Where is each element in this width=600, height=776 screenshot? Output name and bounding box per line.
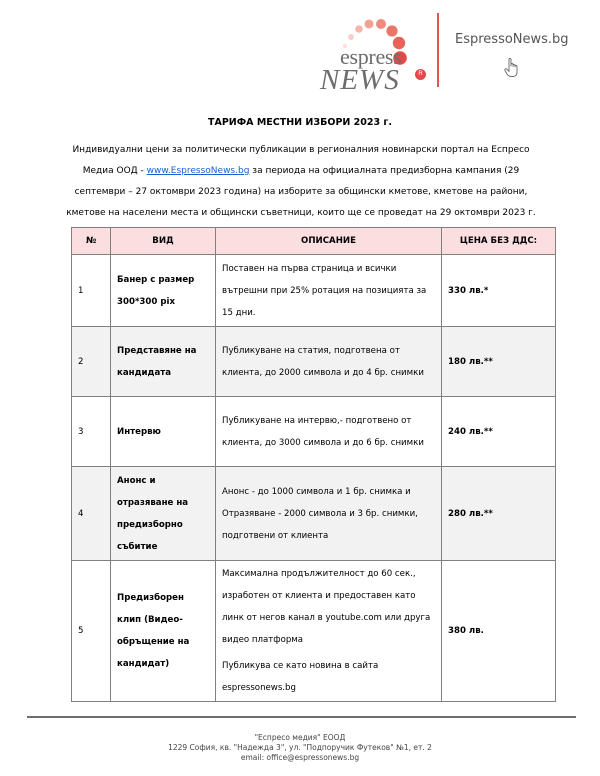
row-number: 3 bbox=[72, 397, 111, 467]
footer-company: "Еспресо медия" ЕООД bbox=[254, 733, 346, 742]
header-divider bbox=[437, 13, 439, 87]
row-kind: Представяне на кандидата bbox=[111, 327, 216, 397]
site-link[interactable]: EspressoNews.bg bbox=[455, 32, 569, 47]
description-text: Публикуване на интервю,- подготвено от клиента, до 3000 символа и до 6 бр. снимки bbox=[222, 415, 424, 448]
column-header-number: № bbox=[72, 228, 111, 255]
row-price: 180 лв.** bbox=[442, 327, 556, 397]
intro-text-start: Индивидуални цени за политически публикации в регионалния новинарски портал на Еспресо Медиа ООД - bbox=[72, 145, 530, 176]
row-number: 1 bbox=[72, 255, 111, 327]
footer-email[interactable]: email: office@espressonews.bg bbox=[240, 753, 360, 762]
espressonews-logo bbox=[318, 8, 436, 96]
tariff-table bbox=[71, 227, 556, 702]
hand-pointer-icon bbox=[504, 58, 520, 83]
row-price: 280 лв.** bbox=[442, 467, 556, 561]
row-description bbox=[216, 255, 442, 327]
column-header-description: ОПИСАНИЕ bbox=[216, 228, 442, 255]
row-number: 5 bbox=[72, 561, 111, 702]
logo-espresso-text: espress bbox=[340, 44, 402, 69]
row-kind: Анонс и отразяване на предизборно събитие bbox=[111, 467, 216, 561]
logo-news-text: NEWS bbox=[320, 64, 400, 96]
description-text: Максимална продължителност до 60 сек., изработен от клиента и предоставен като линк от негов канал в youtube.com или друга видео платформа bbox=[222, 569, 431, 645]
table-row bbox=[72, 467, 556, 561]
row-price: 330 лв.* bbox=[442, 255, 556, 327]
row-number: 2 bbox=[72, 327, 111, 397]
row-kind: Банер с размер 300*300 pix bbox=[111, 255, 216, 327]
row-number: 4 bbox=[72, 467, 111, 561]
table-row bbox=[72, 397, 556, 467]
intro-text-end: за периода на официалната предизборна кампания (29 септември – 27 октомври 2023 година) на изборите за общински кметове, кметове на райони, кметове на населени места и общински съветници, които ще се проведат на 29 октомври 2023 г. bbox=[66, 166, 536, 218]
espressonews-link[interactable]: www.EspressoNews.bg bbox=[146, 166, 250, 176]
footer-address: 1229 София, кв. "Надежда 3", ул. "Подпоручик Футеков" №1, ет. 2 bbox=[168, 743, 432, 752]
document-title: ТАРИФА МЕСТНИ ИЗБОРИ 2023 г. bbox=[208, 117, 392, 128]
table-header-row bbox=[72, 228, 556, 255]
footer-divider bbox=[27, 716, 576, 718]
description-text: Публикуване на статия, подготвена от клиента, до 2000 символа и до 4 бр. снимки bbox=[222, 345, 424, 378]
description-text: Публикува се като новина в сайта espressonews.bg bbox=[222, 661, 379, 693]
row-description bbox=[216, 397, 442, 467]
column-header-price: ЦЕНА БЕЗ ДДС: bbox=[442, 228, 556, 255]
description-text: Поставен на първа страница и всички вътрешни при 25% ротация на позицията за 15 дни. bbox=[222, 263, 427, 318]
row-description bbox=[216, 561, 442, 702]
row-description bbox=[216, 327, 442, 397]
registered-mark-icon: R bbox=[415, 69, 426, 80]
row-kind: Предизборен клип (Видео-обръщение на кандидат) bbox=[111, 561, 216, 702]
intro-paragraph bbox=[60, 140, 542, 224]
column-header-kind: ВИД bbox=[111, 228, 216, 255]
table-row bbox=[72, 327, 556, 397]
row-kind: Интервю bbox=[111, 397, 216, 467]
row-description bbox=[216, 467, 442, 561]
row-price: 380 лв. bbox=[442, 561, 556, 702]
table-row bbox=[72, 255, 556, 327]
table-row bbox=[72, 561, 556, 702]
footer bbox=[0, 733, 600, 763]
description-text: Анонс - до 1000 символа и 1 бр. снимка и Отразяване - 2000 символа и 3 бр. снимки, подготвени от клиента bbox=[222, 486, 418, 541]
row-price: 240 лв.** bbox=[442, 397, 556, 467]
